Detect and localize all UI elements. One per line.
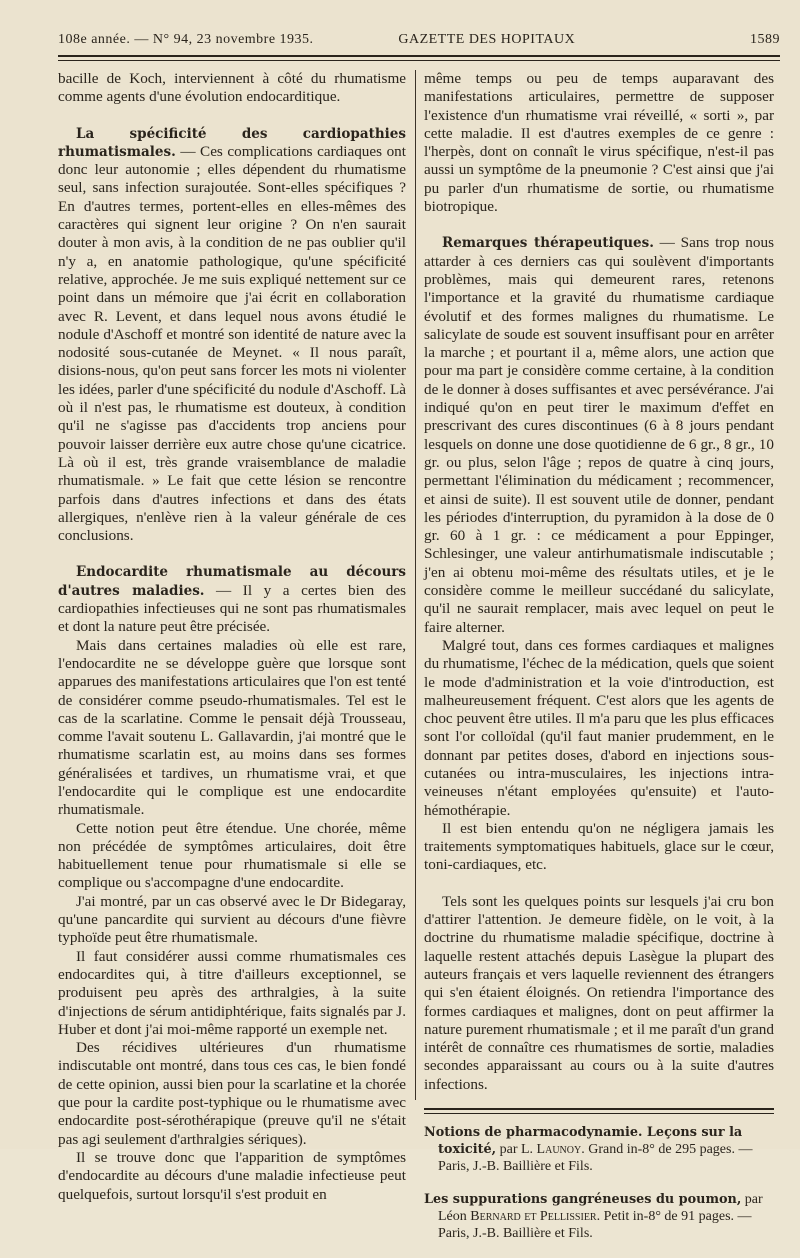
running-header xyxy=(58,32,780,48)
book-title: Notions de pharmacodynamie. Leçons sur la toxicité, xyxy=(424,1125,743,1158)
book-title: Les suppurations gangréneuses du poumon, xyxy=(424,1192,742,1208)
bibliography-entry xyxy=(424,1124,774,1175)
rule xyxy=(424,1108,774,1110)
bibliography-entry xyxy=(424,1191,774,1242)
entry-text: par xyxy=(496,1142,521,1158)
paragraph: Des récidives ultérieures d'un rhumatisme indiscutable ont montré, dans tous ces cas, le bien fondé de cette opinion, aussi bien pour la scarlatine et la chorée que pour la cardite post-typhique ou le rhumatisme avec endocardite post-sérothérapique (preuve qu'il ne s'était pas agi seulement d'arthralgies sériques). xyxy=(58,1039,406,1148)
paragraph: même temps ou peu de temps auparavant des manifestations articulaires, permettre de supposer l'existence d'un rhumatisme vrai réveillé, « sorti », par cette maladie. Il est d'autres exemples de ce genre : l'herpès, dont on connaît le virus spécifique, n'est-il pas aussi un symptôme de la pneumonie ? C'est ainsi que j'ai pu parler d'un rhumatisme de sortie, ou rhumatisme biotropique. xyxy=(424,70,774,216)
paragraph: J'ai montré, par un cas observé avec le Dr Bidegaray, qu'une pancardite qui survient au décours d'une fièvre typhoïde peut être rhumatismale. xyxy=(58,892,406,947)
section-therapeutiques xyxy=(424,234,774,637)
page-number: 1589 xyxy=(750,32,780,47)
paragraph: Il se trouve donc que l'apparition de symptômes d'endocardite au décours d'une maladie infectieuse peut quelquefois, surtout lorsqu'il s'est produit en xyxy=(58,1148,406,1203)
section-endocardite xyxy=(58,563,406,636)
bibliography xyxy=(424,1124,774,1242)
section-heading: Remarques thérapeutiques. xyxy=(442,235,654,252)
bibliography-rules xyxy=(424,1108,774,1114)
book-author: Bernard et Pellissier xyxy=(470,1209,597,1225)
paragraph: Cette notion peut être étendue. Une chorée, même non précédée de symptômes articulaires, doit être habituellement tenue pour rhumatismale si elle se complique ou s'accompagne d'une endocardite. xyxy=(58,819,406,892)
paragraph: Mais dans certaines maladies où elle est rare, l'endocardite ne se développe guère que lorsque sont apparues des manifestations articulaires que l'on est tenté de considérer comme pseudo-rhumatismales. Tel est le cas de la scarlatine. Comme le pensait déjà Trousseau, comme l'avait soutenu L. Gallavardin, j'ai montré que le rhumatisme scarlatin est, au moins dans ses formes généralisées et tardives, un rhumatisme vrai, et que l'endocardite qui le complique est une endocardite rhumatismale. xyxy=(58,636,406,819)
header-rule-thin xyxy=(58,60,780,61)
entry-text: par Léon xyxy=(438,1192,763,1225)
entry-text: . Petit in-8° de 91 pages. — Paris, J.-B. Baillière et Fils. xyxy=(438,1209,752,1242)
section-text: — Sans trop nous attarder à ces derniers cas qui soulèvent d'importants problèmes, mais qui demeurent rares, retenons l'importance et la gravité du rhumatisme cardiaque évolutif et des formes malignes du rhumatisme. Le salicylate de soude est souvent insuffisant pour en arrêter la marche ; et pourtant il a, même alors, une action que pour ma part je considère comme certaine, à la condition de le donner à doses suffisantes et avec persévérance. J'ai indiqué qu'on en peut tirer le maximum d'effet en prescrivant des cures discontinues (6 à 8 jours pendant lesquels on donne une dose quotidienne de 6 gr., 8 gr., 10 gr. ou plus, selon l'âge ; repos de quatre à cinq jours, permettant l'élimination du médicament ; recommencer, et ainsi de suite). Il est souvent utile de donner, pendant les périodes d'interruption, du pyramidon à la dose de 0 gr. 60 à 1 gr. : ce médicament a pour Eppinger, Schlesinger, une valeur antirhumatismale indiscutable ; j'en ai obtenu moi-même des résultats utiles, et je le considère comme le meilleur succédané du salicylate, qu'il ne saurait remplacer, mais avec lequel on peut le faire alterner. xyxy=(424,234,774,636)
column-divider xyxy=(415,70,416,1100)
issue-info: 108e année. — N° 94, 23 novembre 1935. xyxy=(58,32,314,47)
paragraph-conclusion: Tels sont les quelques points sur lesquels j'ai cru bon d'attirer l'attention. Je demeure fidèle, on le voit, à la doctrine du rhumatisme maladie spécifique, doctrine à laquelle restent attachés depuis Lasègue la plupart des auteurs français et vers laquelle reviennent des étrangers qui s'en étaient éloignés. On retiendra l'importance des formes cardiaques et malignes, dont on peut affirmer la nature purement rhumatismale ; et il me paraît d'un grand intérêt de connaître ces rhumatismes de sortie, maladies secondes apparaissant au cours ou à la suite d'autres infections. xyxy=(424,892,774,1093)
section-text: — Il y a certes bien des cardiopathies infectieuses qui ne sont pas rhumatismales et dont la nature peut être précisée. xyxy=(58,581,406,636)
section-specificite xyxy=(58,125,406,546)
section-text: — Ces complications cardiaques ont donc leur autonomie ; elles dépendent du rhumatisme seul, sans infection surajoutée. Sont-elles spécifiques ? En d'autres termes, portent-elles en elles-mêmes des caractères qui signent leur origine ? On n'en saurait douter à mon avis, à la condition de ne pas oublier qu'il n'y a, en anatomie pathologique, qu'une spécificité relative, approchée. Je me suis expliqué nettement sur ce point dans un mémoire que j'ai écrit en collaboration avec R. Levent, et dans lequel nous avons étudié le nodule d'Aschoff et montré son identité de nature avec la nodosité sous-cutanée de Meynet. « Il nous paraît, disions-nous, qu'on peut sans forcer les mots ni violenter les idées, parler d'une spécificité du nodule d'Aschoff. Là où il n'est pas, le rhumatisme est douteux, à condition qu'il ne s'agisse pas d'accidents trop anciens pour pouvoir laisser derrière eux autre chose qu'une cicatrice. Là où il est, très grande vraisemblance de maladie rhumatismale. » Le fait que cette lésion se rencontre parfois dans d'autres infections et dans des états allergiques, n'enlève rien à la valeur générale de ces conclusions. xyxy=(58,142,406,545)
journal-title: GAZETTE DES HOPITAUX xyxy=(398,32,576,47)
rule xyxy=(424,1113,774,1114)
entry-text: . Grand in-8° de 295 pages. — Paris, J.-B. Baillière et Fils. xyxy=(438,1142,753,1175)
header-rule xyxy=(58,55,780,57)
section-heading: Endocardite rhumatismale au décours d'autres maladies. xyxy=(58,564,406,599)
right-column xyxy=(424,70,774,1258)
paragraph: Il est bien entendu qu'on ne négligera jamais les traitements symptomatiques habituels, glace sur le cœur, toni-cardiaques, etc. xyxy=(424,819,774,874)
section-heading: La spécificité des cardiopathies rhumatismales. xyxy=(58,125,406,160)
paragraph: Il faut considérer aussi comme rhumatismales ces endocardites qui, à titre d'ailleurs exceptionnel, se produisent peu après des arthralgies, à la suite d'injections de sérum antidiphtérique, faits signalés par J. Huber et dont j'ai moi-même rapporté un exemple net. xyxy=(58,947,406,1038)
book-author: L. Launoy xyxy=(521,1142,582,1158)
left-column xyxy=(58,70,406,1204)
paragraph: Malgré tout, dans ces formes cardiaques et malignes du rhumatisme, l'échec de la médication, quels que soient le mode d'administration et la voie d'introduction, est malheureusement fréquent. C'est alors que les agents de choc peuvent être utiles. Il m'a paru que les plus efficaces sont l'or colloïdal (qu'il faut manier prudemment, en le donnant par petites doses, d'abord en injections sous-cutanées ou intra-musculaires, les injections intra-veineuses n'étant employées qu'ensuite) et l'auto-hémothérapie. xyxy=(424,636,774,819)
paragraph: bacille de Koch, interviennent à côté du rhumatisme comme agents d'une évolution endocarditique. xyxy=(58,70,406,106)
